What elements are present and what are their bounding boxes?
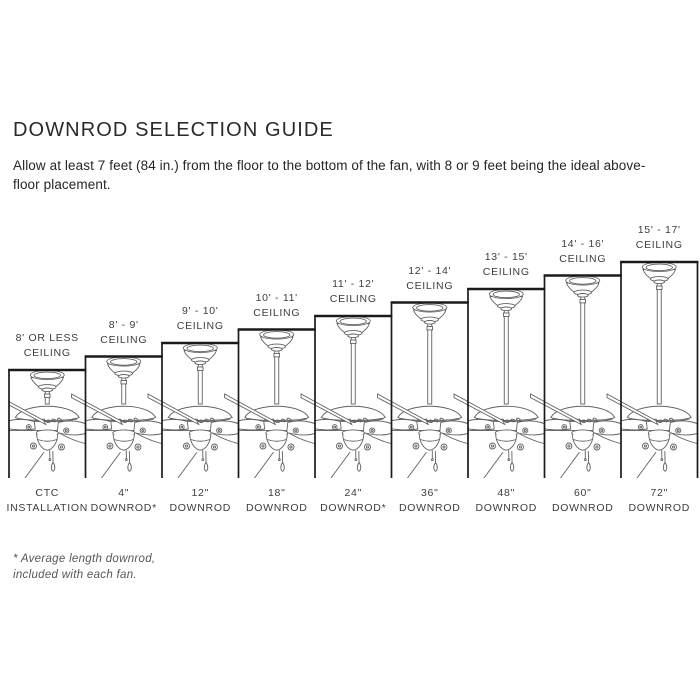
ceiling-word: CEILING [329,293,377,305]
ceiling-word: CEILING [482,266,530,278]
ceiling-range: 13' - 15' [484,251,528,263]
downrod-size: 36" [420,487,439,499]
ceiling-range: 8' - 9' [108,318,139,331]
downrod-size: 72" [650,487,668,499]
ceiling-range: 9' - 10' [182,305,219,317]
ceiling-range: 11' - 12' [332,278,375,290]
downrod-word: DOWNROD* [90,502,157,514]
downrod-word: DOWNROD [475,502,537,514]
footnote [13,551,155,583]
ceiling-word: CEILING [23,347,71,359]
downrod-size: 24" [344,487,362,499]
page-title: DOWNROD SELECTION GUIDE [13,119,334,141]
downrod-label [613,486,700,516]
ceiling-word: CEILING [559,252,607,265]
ceiling-word: CEILING [406,279,454,292]
downrod-size: 60" [573,487,592,499]
downrod-size: 12" [191,487,209,499]
downrod-size: 48" [497,487,515,499]
ceiling-range: 10' - 11' [255,291,298,304]
downrod-size: CTC [35,487,60,499]
downrod-size: 4" [118,487,130,499]
downrod-word: DOWNROD [399,502,461,514]
ceiling-range: 12' - 14' [408,264,452,277]
downrod-word: INSTALLATION [6,502,89,514]
ceiling-label [613,223,700,253]
ceiling-word: CEILING [253,306,301,319]
downrod-word: DOWNROD [169,502,231,514]
downrod-word: DOWNROD [246,502,308,514]
ceiling-word: CEILING [635,239,683,251]
ceiling-range: 15' - 17' [637,224,681,236]
ceiling-word: CEILING [176,320,224,332]
page-description: Allow at least 7 feet (84 in.) from the floor to the bottom of the fan, with 8 or 9 feet being the ideal above-floor placement. [13,158,646,192]
downrod-word: DOWNROD [628,502,690,514]
downrod-size: 18" [267,487,286,499]
ceiling-range: 14' - 16' [561,237,605,250]
downrod-word: DOWNROD [552,502,614,514]
downrod-word: DOWNROD* [320,502,387,514]
ceiling-range: 8' OR LESS [15,332,79,344]
ceiling-word: CEILING [100,333,148,346]
footnote-line-1: * Average length downrod, [13,553,156,565]
footnote-line-2: included with each fan. [13,569,137,581]
